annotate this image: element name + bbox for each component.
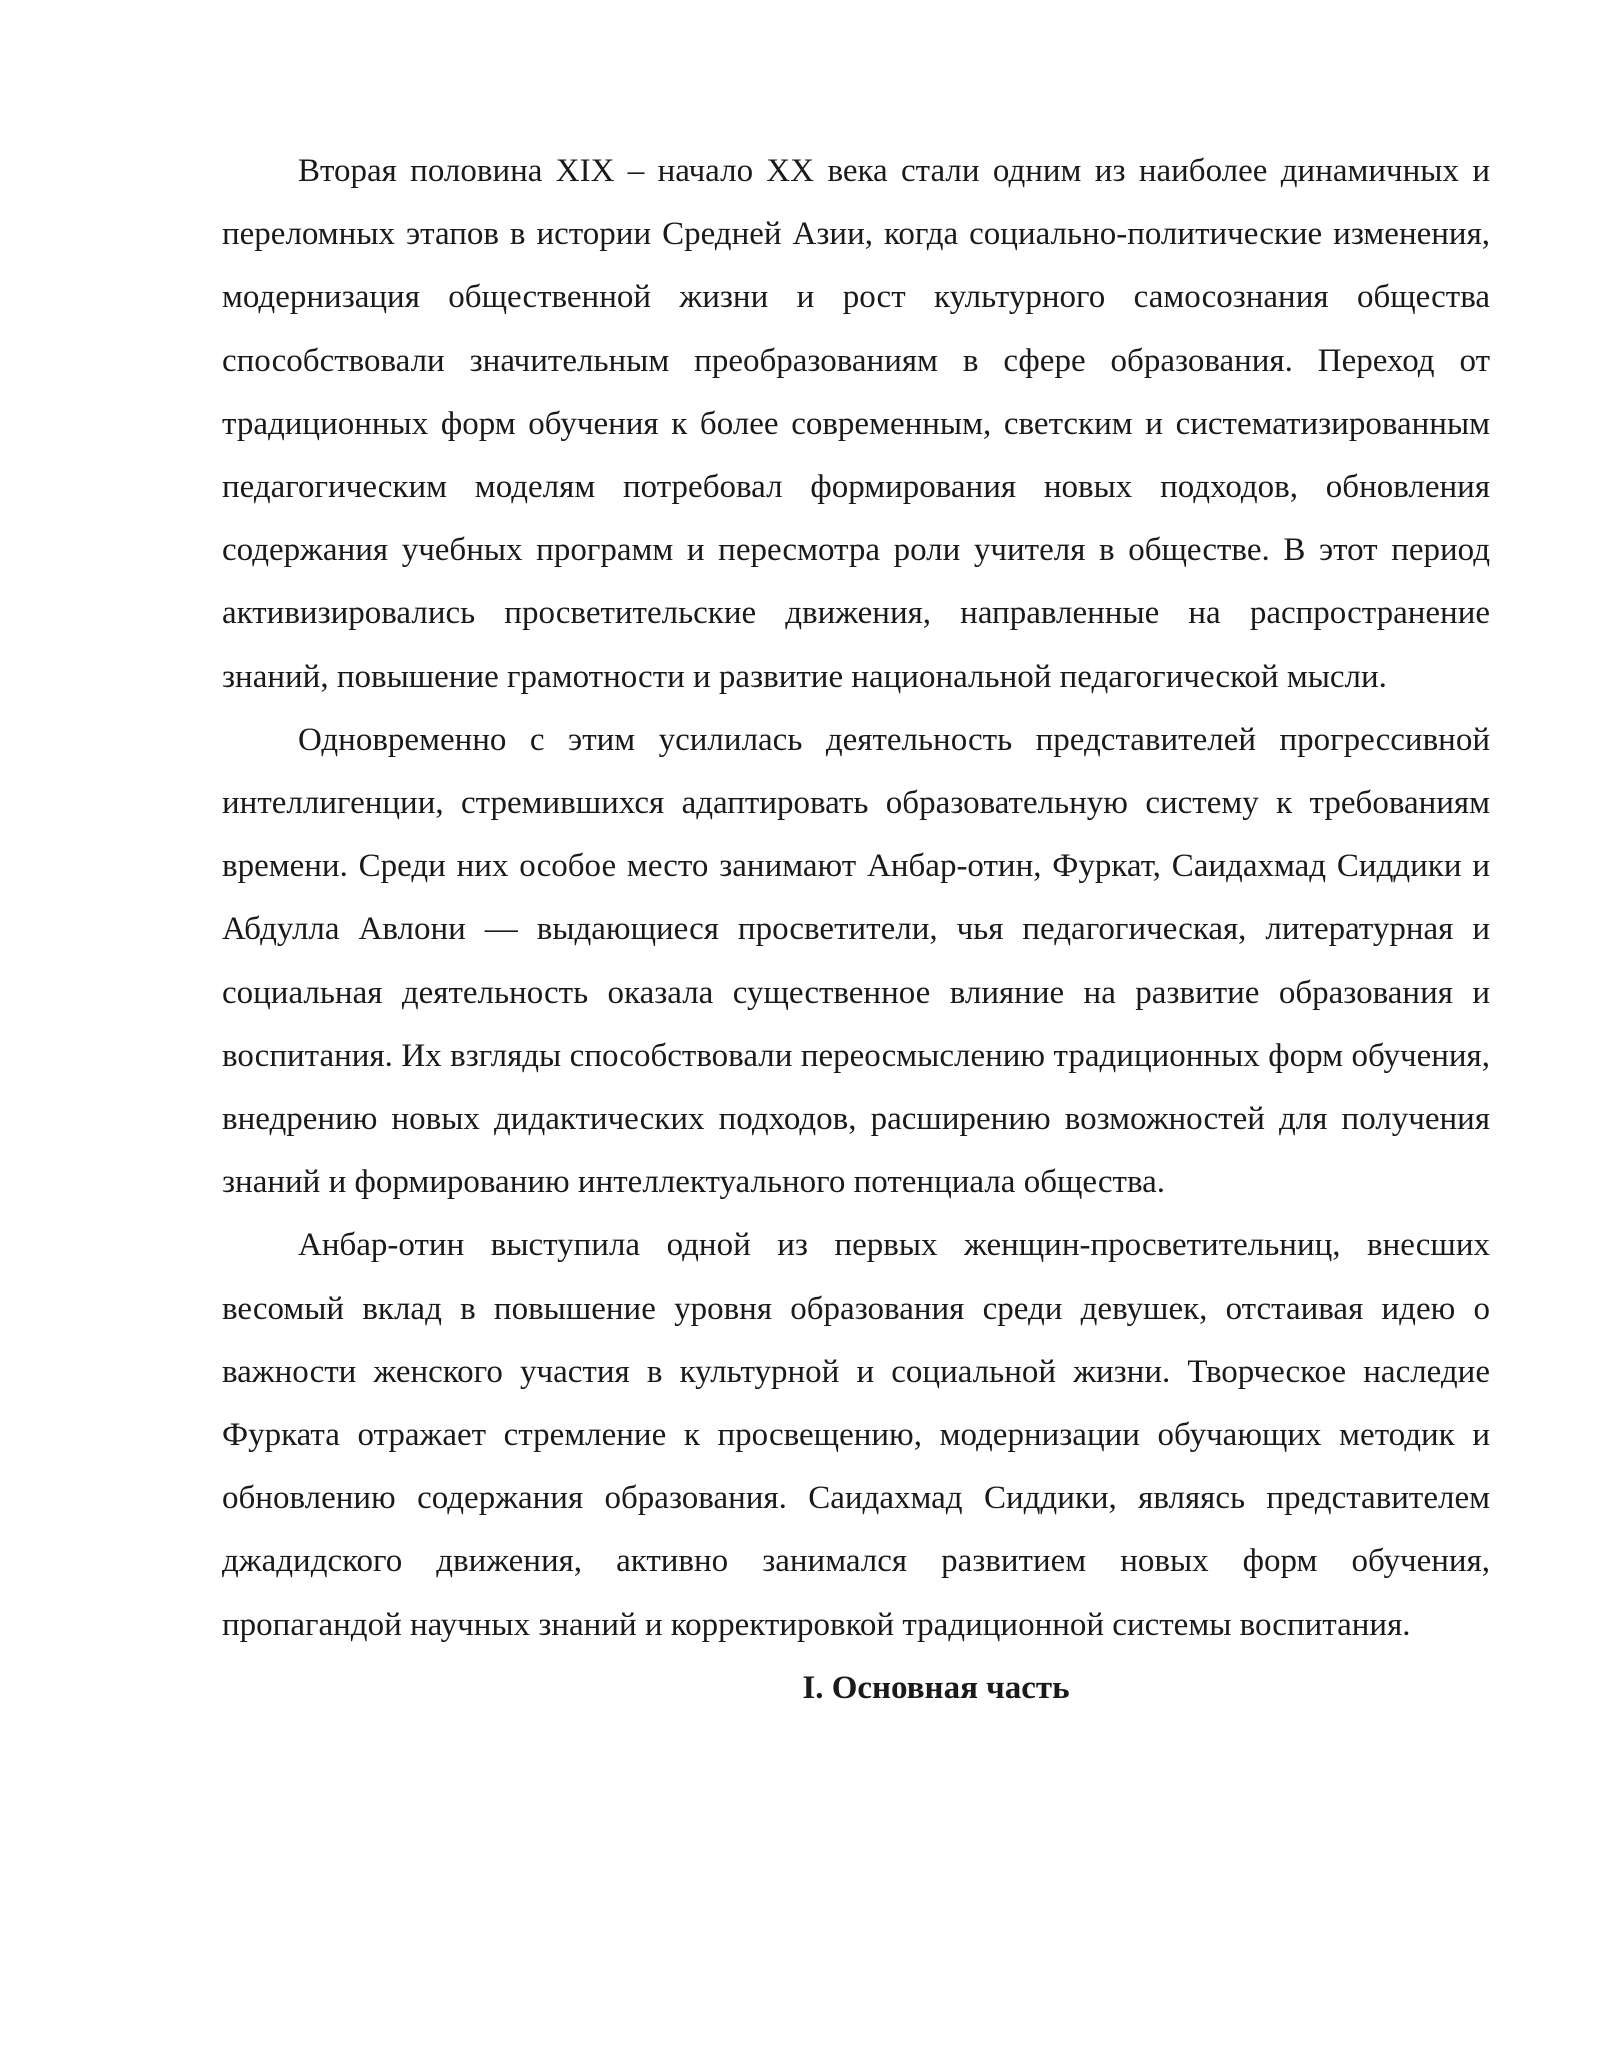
paragraph-intelligentsia: Одновременно с этим усилилась деятельность представителей прогрессивной интеллигенции, стремившихся адаптировать образовательную систему к требованиям времени. Среди них особое место занимают Анбар-отин, Фуркат, Саидахмад Сиддики и Абдулла Авлони — выдающиеся просветители, чья педагогическая, литературная и социальная деятельность оказала существенное влияние на развитие образования и воспитания. Их взгляды способствовали переосмыслению традиционных форм обучения, внедрению новых дидактических подходов, расширению возможностей для получения знаний и формированию интеллектуального потенциала общества. [222, 721, 1490, 1201]
document-body [222, 140, 1490, 1720]
paragraph-anbar-otin: Анбар-отин выступила одной из первых женщин-просветительниц, внесших весомый вклад в повышение уровня образования среди девушек, отстаивая идею о важности женского участия в культурной и социальной жизни. Творческое наследие Фурката отражает стремление к просвещению, модернизации обучающих методик и обновлению содержания образования. Саидахмад Сиддики, являясь представителем джадидского движения, активно занимался развитием новых форм обучения, пропагандой научных знаний и корректировкой традиционной системы воспитания. [222, 1227, 1490, 1643]
section-heading: I. Основная часть [802, 1669, 1070, 1706]
paragraph-intro: Вторая половина XIX – начало XX века стали одним из наиболее динамичных и переломных этапов в истории Средней Азии, когда социально-политические изменения, модернизация общественной жизни и рост культурного самосознания общества способствовали значительным преобразованиям в сфере образования. Переход от традиционных форм обучения к более современным, светским и систематизированным педагогическим моделям потребовал формирования новых подходов, обновления содержания учебных программ и пересмотра роли учителя в обществе. В этот период активизировались просветительские движения, направленные на распространение знаний, повышение грамотности и развитие национальной педагогической мысли. [222, 153, 1490, 695]
